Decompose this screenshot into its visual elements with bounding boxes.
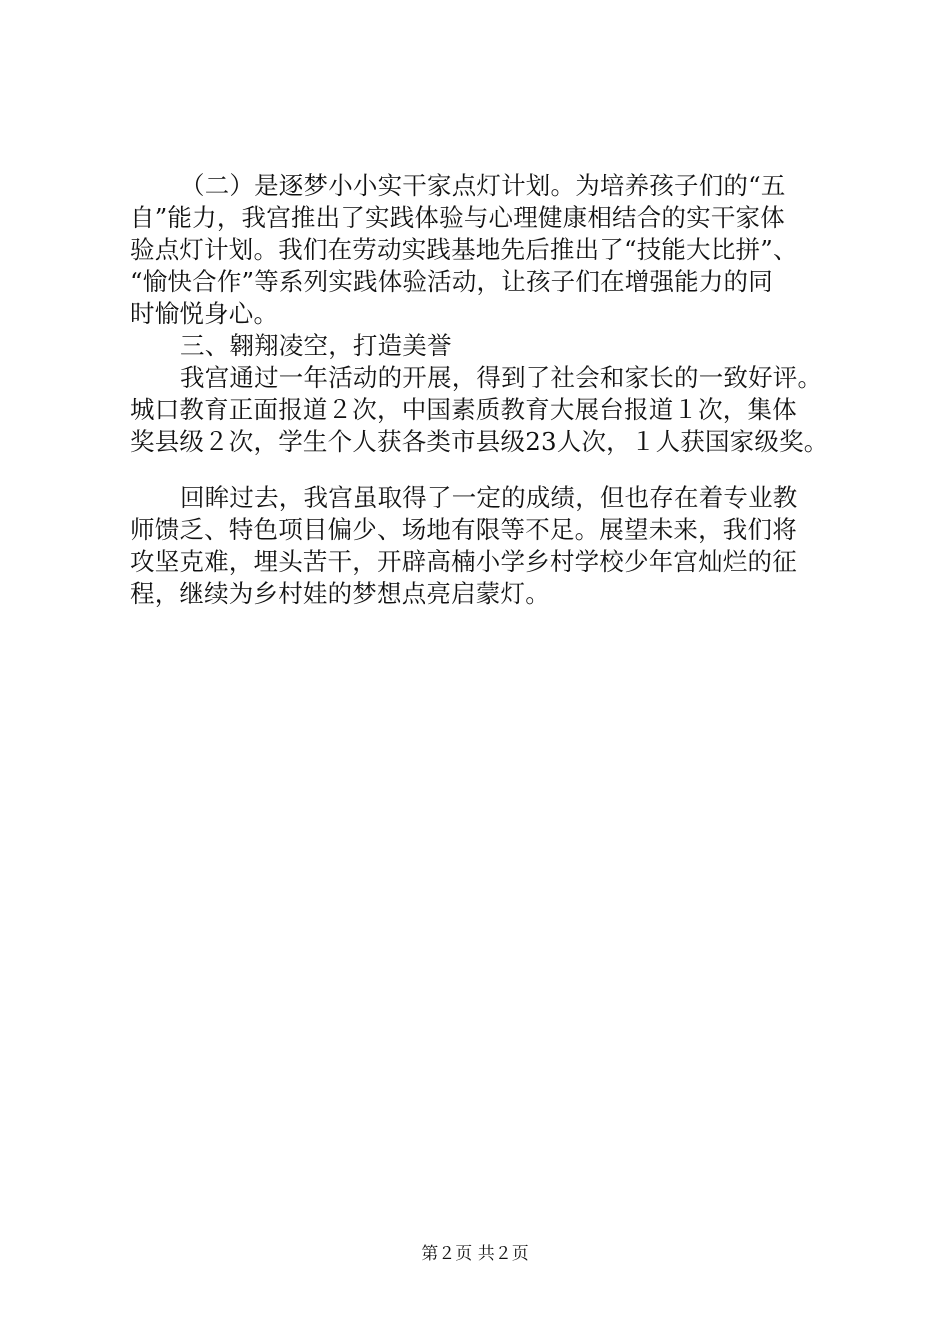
paragraph-4-line-4: 程，继续为乡村娃的梦想点亮启蒙灯。 — [130, 579, 550, 608]
page-footer: 第２页 共２页 — [421, 1244, 529, 1264]
paragraph-3-line-1: 我宫通过一年活动的开展，得到了社会和家长的一致好评。 — [180, 363, 823, 392]
section-heading-3: 三、翱翔凌空，打造美誉 — [180, 331, 452, 360]
paragraph-4-line-3: 攻坚克难，埋头苦干，开辟高楠小学乡村学校少年宫灿烂的征 — [130, 547, 797, 576]
paragraph-3-line-3: 奖县级２次，学生个人获各类市县级23人次，１人获国家级奖。 — [130, 427, 829, 456]
paragraph-4-line-1: 回眸过去，我宫虽取得了一定的成绩，但也存在着专业教 — [180, 483, 798, 512]
paragraph-2-line-2: 自”能力，我宫推出了实践体验与心理健康相结合的实干家体 — [130, 203, 785, 232]
paragraph-3-line-2: 城口教育正面报道２次，中国素质教育大展台报道１次，集体 — [130, 395, 797, 424]
paragraph-2-line-4: “愉快合作”等系列实践体验活动，让孩子们在增强能力的同 — [130, 267, 773, 296]
paragraph-4-line-2: 师馈乏、特色项目偏少、场地有限等不足。展望未来，我们将 — [130, 515, 797, 544]
paragraph-2-line-5: 时愉悦身心。 — [130, 299, 279, 328]
paragraph-2-line-3: 验点灯计划。我们在劳动实践基地先后推出了“技能大比拼”、 — [130, 235, 798, 264]
paragraph-2-line-1: （二）是逐梦小小实干家点灯计划。为培养孩子们的“五 — [180, 171, 786, 200]
